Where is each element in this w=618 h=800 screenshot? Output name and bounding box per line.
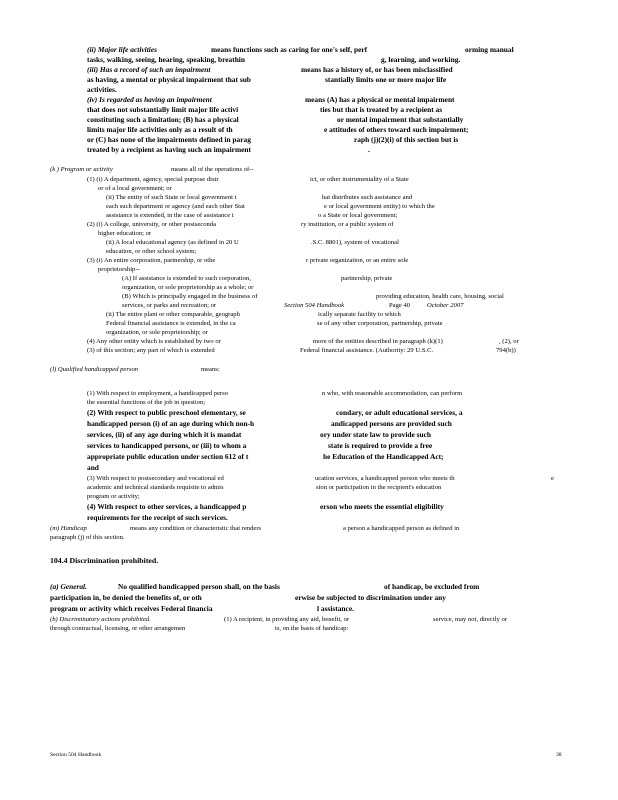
text-line: (3) With respect to postsecondary and vocational ed (87, 475, 224, 482)
text-line: raph (j)(2)(i) of this section but is (354, 135, 459, 144)
text-line: requirements for the receipt of such services. (87, 513, 228, 522)
text-line: g, learning, and working. (381, 55, 461, 64)
paragraph-discriminatory-actions: (b) Discriminatory actions prohibited. (50, 616, 151, 623)
text-line: or (C) has none of the impairments defined in parag (87, 135, 251, 144)
text-line: proprietorship-- (98, 266, 140, 273)
paragraph-general: (a) General. (50, 582, 87, 591)
text-line: l assistance. (317, 604, 354, 613)
text-line: (4) With respect to other services, a handicapped p (87, 502, 247, 511)
text-line: sion or participation in the recipient's education (316, 484, 442, 491)
text-line: o a State or local government; (318, 212, 398, 219)
text-line: program or activity; (87, 493, 140, 500)
text-line: activities. (87, 85, 117, 94)
text-line: as having, a mental or physical impairment that sub (87, 75, 251, 84)
text-line: e (551, 475, 554, 482)
text-line: ict, or other instrumentality of a State (310, 176, 409, 183)
text-line: se of any other corporation, partnership, private (317, 320, 443, 327)
footer-page-number: 38 (556, 752, 562, 758)
text-line: more of the entities described in paragraph (k)(1) (313, 338, 443, 345)
definition-handicap: (m) Handicap (50, 525, 87, 532)
paragraph-discriminatory-actions: (1) A recipient, in providing any aid, benefit, or (224, 616, 350, 623)
text-line: (3) (i) An entire corporation, partnership, or othe (87, 257, 216, 264)
text-line: (2) (i) A college, university, or other postseconda (87, 221, 217, 228)
text-line: ry institution, or a public system of (301, 221, 394, 228)
text-line: Federal financial assistance. (Authority: 29 U.S.C. (300, 347, 434, 354)
section-heading: 104.4 Discrimination prohibited. (50, 556, 159, 565)
overlay-date: October 2007 (427, 302, 464, 309)
text-line: higher education; or (98, 230, 152, 237)
text-line: through contractual, licensing, or other arrangemen (50, 625, 186, 632)
text-line: each such department or agency (and each other Stat (106, 203, 245, 210)
text-line: program or activity which receives Federal financia (50, 604, 213, 613)
text-line: 794(b)) (496, 347, 516, 354)
text-line: providing education, health care, housing, social (376, 293, 504, 300)
text-line: ties but that is treated by a recipient as (320, 105, 443, 114)
text-line: (ii) A local educational agency (as defined in 20 U (106, 239, 239, 246)
text-line: ts, on the basis of handicap: (275, 625, 349, 632)
text-line: participation in, be denied the benefits of, or oth (50, 593, 202, 602)
paragraph-discriminatory-actions: service, may not, directly or (433, 616, 507, 623)
text-line: organization, or sole proprietorship as a whole; or (122, 284, 254, 291)
text-line: r private organization, or an entire sole (306, 257, 409, 264)
text-line: ically separate facility to which (318, 311, 401, 318)
text-line: appropriate public education under section 612 of t (87, 452, 249, 461)
text-line: e attitudes of others toward such impairment; (324, 125, 469, 134)
text-line: tasks, walking, seeing, hearing, speaking, breathin (87, 55, 245, 64)
definition-qualified-handicapped-person: (l) Qualified handicapped person (50, 366, 139, 373)
overlay-handbook-title: Section 504 Handbook (284, 302, 345, 309)
text-line: (4) Any other entity which is established by two or (87, 338, 221, 345)
text-line: paragraph (j) of this section. (50, 534, 125, 541)
definition-program-or-activity: (k ) Program or activity (50, 166, 113, 173)
text-line: state is required to provide a free (328, 441, 433, 450)
text-line: the essential functions of the job in question; (87, 399, 206, 406)
text-line: andicapped persons are provided such (331, 419, 452, 428)
text-line: handicapped person (i) of an age during which non-h (87, 419, 255, 428)
text-line: or of a local government; or (98, 185, 172, 192)
text-line: services, or parks and recreation; or (122, 302, 217, 309)
definition-qualified-handicapped-person: means: (201, 366, 220, 373)
definition-program-or-activity: means all of the operations of-- (171, 166, 254, 173)
text-line: education, or other school system; (106, 248, 197, 255)
definition-major-life-activities: orming manual (465, 45, 514, 54)
text-line: e or local government entity) to which the (324, 203, 435, 210)
definition-has-record: (iii) Has a record of such an impairment (87, 65, 211, 74)
text-line: erson who meets the essential eligibility (320, 502, 444, 511)
text-line: ucation services, a handicapped person who meets th (315, 475, 455, 482)
text-line: partnership, private (341, 275, 393, 282)
text-line: hat distributes such assistance and (322, 194, 413, 201)
text-line: (1) With respect to employment, a handicapped perso (87, 390, 228, 397)
definition-major-life-activities: means functions such as caring for one's self, perf (211, 45, 368, 54)
text-line: that does not substantially limit major life activi (87, 105, 239, 114)
text-line: he Education of the Handicapped Act; (323, 452, 444, 461)
definition-has-record: means has a history of, or has been misclassified (301, 65, 453, 74)
text-line: assistance is extended, in the case of assistance t (106, 212, 234, 219)
text-line: (1) (i) A department, agency, special purpose distr (87, 176, 219, 183)
text-line: condary, or adult educational services, a (336, 408, 463, 417)
text-line: services to handicapped persons, or (iii) to whom a (87, 441, 247, 450)
text-line: (ii) The entire plant or other comparable, geograph (106, 311, 240, 318)
text-line: (B) Which is principally engaged in the business of (122, 293, 258, 300)
text-line: ory under state law to provide such (320, 430, 431, 439)
text-line: treated by a recipient as having such an impairment (87, 145, 251, 154)
text-line: stantially limits one or more major life (325, 75, 447, 84)
text-line: (3) of this section; any part of which is extended (87, 347, 215, 354)
definition-handicap: a person a handicapped person as defined in (343, 525, 460, 532)
text-line: and (87, 463, 99, 472)
text-line: services, (ii) of any age during which it is mandat (87, 430, 242, 439)
text-line: .S.C. 8801), system of vocational (311, 239, 399, 246)
text-line: Federal financial assistance is extended, in the ca (106, 320, 236, 327)
definition-regarded-as: (iv) Is regarded as having an impairment (87, 95, 212, 104)
text-line: erwise be subjected to discrimination under any (295, 593, 446, 602)
definition-major-life-activities: (ii) Major life activities (87, 45, 157, 54)
paragraph-general: No qualified handicapped person shall, on the basis (118, 582, 280, 591)
paragraph-general: of handicap, be excluded from (384, 582, 480, 591)
text-line: , (2), or (499, 338, 519, 345)
text-line: (2) With respect to public preschool elementary, se (87, 408, 246, 417)
text-line: . (368, 145, 370, 154)
text-line: or mental impairment that substantially (337, 115, 464, 124)
text-line: academic and technical standards requisite to admis (87, 484, 224, 491)
text-line: organization, or sole proprietorship; or (106, 329, 208, 336)
text-line: limits major life activities only as a result of th (87, 125, 233, 134)
text-line: (A) If assistance is extended to such corporation, (122, 275, 251, 282)
text-line: (ii) The entity of such State or local government t (106, 194, 237, 201)
overlay-page-number: Page 40 (389, 302, 411, 309)
text-line: constituting such a limitation; (B) has a physical (87, 115, 239, 124)
definition-regarded-as: means (A) has a physical or mental impairment (305, 95, 455, 104)
text-line: n who, with reasonable accommodation, can perform (322, 390, 463, 397)
definition-handicap: means any condition or characteristic that renders (130, 525, 262, 532)
footer-title: Section 504 Handbook (50, 752, 102, 758)
